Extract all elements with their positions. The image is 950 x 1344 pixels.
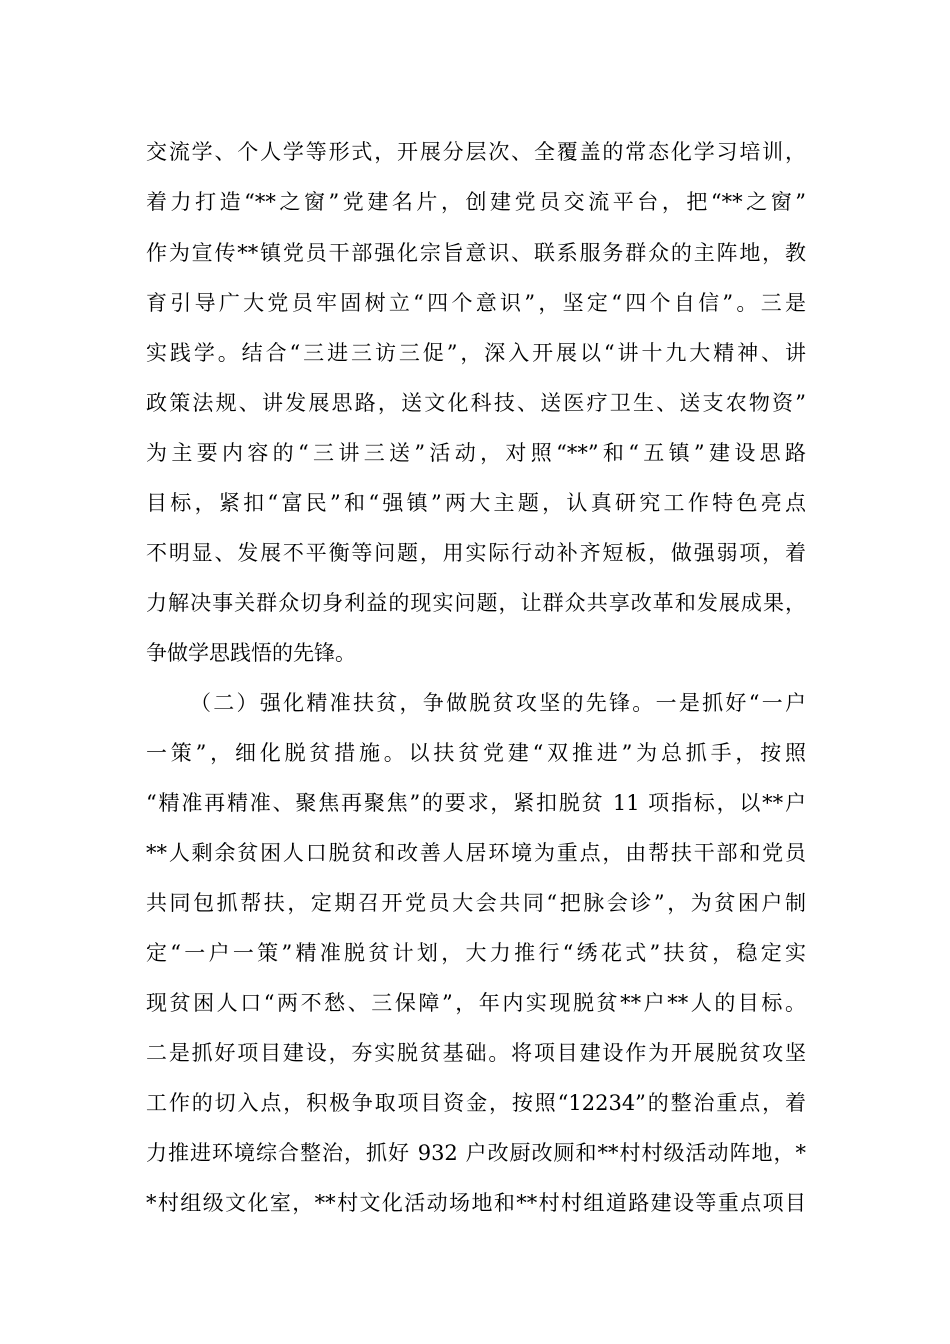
text-line-5: 实践学。结合“三进三访三促”，深入开展以“讲十九大精神、讲: [146, 341, 806, 365]
text-line-15: **人剩余贫困人口脱贫和改善人居环境为重点，由帮扶干部和党员: [146, 841, 806, 865]
text-line-16: 共同包抓帮扶，定期召开党员大会共同“把脉会诊”，为贫困户制: [146, 891, 806, 915]
text-line-17: 定“一户一策”精准脱贫计划，大力推行“绣花式”扶贫，稳定实: [146, 941, 806, 965]
text-line-10: 力解决事关群众切身利益的现实问题，让群众共享改革和发展成果，: [146, 591, 806, 615]
text-line-9: 不明显、发展不平衡等问题，用实际行动补齐短板，做强弱项，着: [146, 541, 806, 565]
text-line-18: 现贫困人口“两不愁、三保障”，年内实现脱贫**户**人的目标。: [146, 991, 806, 1015]
text-line-13: 一策”，细化脱贫措施。以扶贫党建“双推进”为总抓手，按照: [146, 741, 806, 765]
text-line-8: 目标，紧扣“富民”和“强镇”两大主题，认真研究工作特色亮点: [146, 491, 806, 515]
text-line-14: “精准再精准、聚焦再聚焦”的要求，紧扣脱贫 11 项指标，以**户: [146, 791, 806, 815]
text-line-4: 育引导广大党员牢固树立“四个意识”，坚定“四个自信”。三是: [146, 291, 806, 315]
text-line-3: 作为宣传**镇党员干部强化宗旨意识、联系服务群众的主阵地，教: [146, 241, 806, 265]
text-line-12: （二）强化精准扶贫，争做脱贫攻坚的先锋。一是抓好“一户: [190, 691, 806, 715]
text-line-22: *村组级文化室，**村文化活动场地和**村村组道路建设等重点项目: [146, 1191, 806, 1215]
text-line-6: 政策法规、讲发展思路，送文化科技、送医疗卫生、送支农物资”: [146, 391, 806, 415]
text-line-20: 工作的切入点，积极争取项目资金，按照“12234”的整治重点，着: [146, 1091, 806, 1115]
text-line-7: 为主要内容的“三讲三送”活动，对照“**”和“五镇”建设思路: [146, 441, 806, 465]
text-line-11: 争做学思践悟的先锋。: [146, 641, 356, 665]
text-line-21: 力推进环境综合整治，抓好 932 户改厨改厕和**村村级活动阵地，*: [146, 1141, 806, 1165]
text-line-19: 二是抓好项目建设，夯实脱贫基础。将项目建设作为开展脱贫攻坚: [146, 1041, 806, 1065]
text-line-2: 着力打造“**之窗”党建名片，创建党员交流平台，把“**之窗”: [146, 190, 806, 214]
text-line-1: 交流学、个人学等形式，开展分层次、全覆盖的常态化学习培训，: [146, 140, 806, 164]
